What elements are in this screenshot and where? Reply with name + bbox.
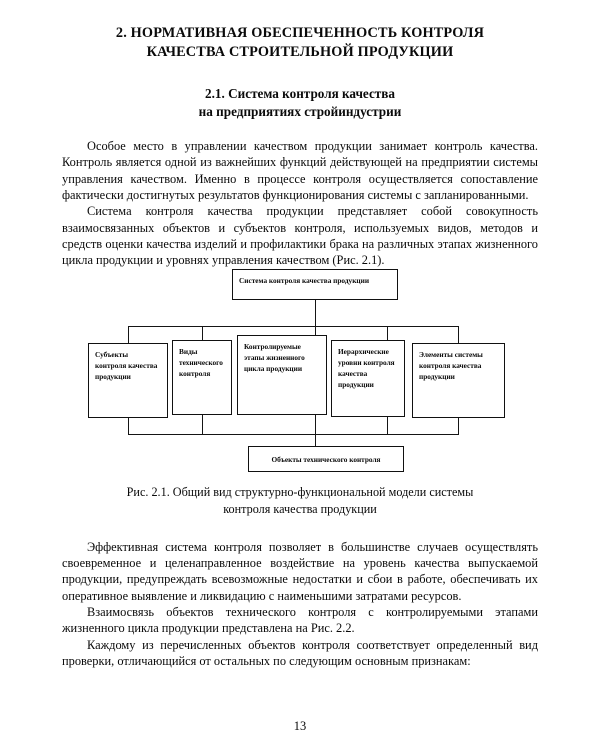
section-title-line-1: 2.1. Система контроля качества [205,85,395,101]
figure-box-types-label: Виды технического контроля [179,346,223,379]
figure-caption [0,474,600,518]
figure-box-levels-label: Иерархические уровни контроля качества продукции [338,346,395,390]
page-number: 13 [293,719,307,733]
figure-box-elements-label: Элементы системы контроля качества продукции [419,349,483,382]
figure-2-1 [0,269,600,474]
figure-box-levels [331,340,405,417]
connector-lower-bus [128,434,458,435]
figure-box-subjects [88,343,168,418]
section-title [0,63,600,121]
paragraph: Система контроля качества продукции представляет собой совокупность взаимосвязанных объектов и субъектов контроля, используемых видов, методов и средств оценки качества изделий и профилактики брака на различных этапах жизненного цикла продукции и уровнях управления качеством (Рис. 2.1). [62,204,538,268]
chapter-title-line-1: 2. НОРМАТИВНАЯ ОБЕСПЕЧЕННОСТЬ КОНТРОЛЯ [115,25,485,41]
connector-drop-3 [315,326,316,335]
paragraph: Взаимосвязь объектов технического контроля с контролируемыми этапами жизненного цикла продукции представлена на Рис. 2.2. [62,604,538,636]
connector-drop-4 [387,326,388,340]
connector-upper-bus [128,326,458,327]
connector-drop-2 [202,326,203,340]
connector-drop-5 [458,326,459,343]
connector-riser-4 [387,417,388,435]
body-text-before-figure [0,121,600,269]
figure-caption-line-1: Рис. 2.1. Общий вид структурно-функциональной модели системы [126,484,474,499]
figure-box-top [232,269,398,300]
connector-riser-1 [128,418,129,435]
figure-box-bottom [248,446,404,472]
connector-riser-3 [315,415,316,435]
figure-box-types [172,340,232,415]
paragraph: Каждому из перечисленных объектов контроля соответствует определенный вид проверки, отличающийся от остальных по следующим основным признакам: [62,637,538,668]
connector-riser-2 [202,415,203,435]
chapter-title [0,0,600,63]
section-title-line-2: на предприятиях стройиндустрии [198,103,402,119]
body-text-after-figure [0,518,600,670]
connector-drop-1 [128,326,129,343]
figure-box-stages-label: Контролируемые этапы жизненного цикла продукции [244,341,305,374]
figure-box-subjects-label: Субъекты контроля качества продукции [95,349,158,382]
figure-box-top-label: Система контроля качества продукции [239,275,370,285]
figure-box-bottom-label: Объекты технического контроля [271,454,381,464]
connector-top-to-bus [315,300,316,327]
paragraph: Особое место в управлении качеством продукции занимает контроль качества. Контроль является одной из важнейших функций действующей на предприятии системы управления качеством. Именно в процессе контроля осуществляется сопоставление фактически достигнутых результатов функционирования системы с запланированными. [62,139,538,202]
figure-box-elements [412,343,505,418]
chapter-title-line-2: КАЧЕСТВА СТРОИТЕЛЬНОЙ ПРОДУКЦИИ [146,44,454,61]
paragraph: Эффективная система контроля позволяет в большинстве случаев осуществлять своевременное и целенаправленное воздействие на уровень качества выпускаемой продукции, предупреждать всевозможные недостатки и сбои в работе, обеспечивать их оперативное выявление и ликвидацию с наименьшими затратами ресурсов. [62,539,538,603]
figure-box-stages [237,335,327,415]
connector-riser-5 [458,418,459,435]
figure-caption-line-2: контроля качества продукции [223,501,377,516]
